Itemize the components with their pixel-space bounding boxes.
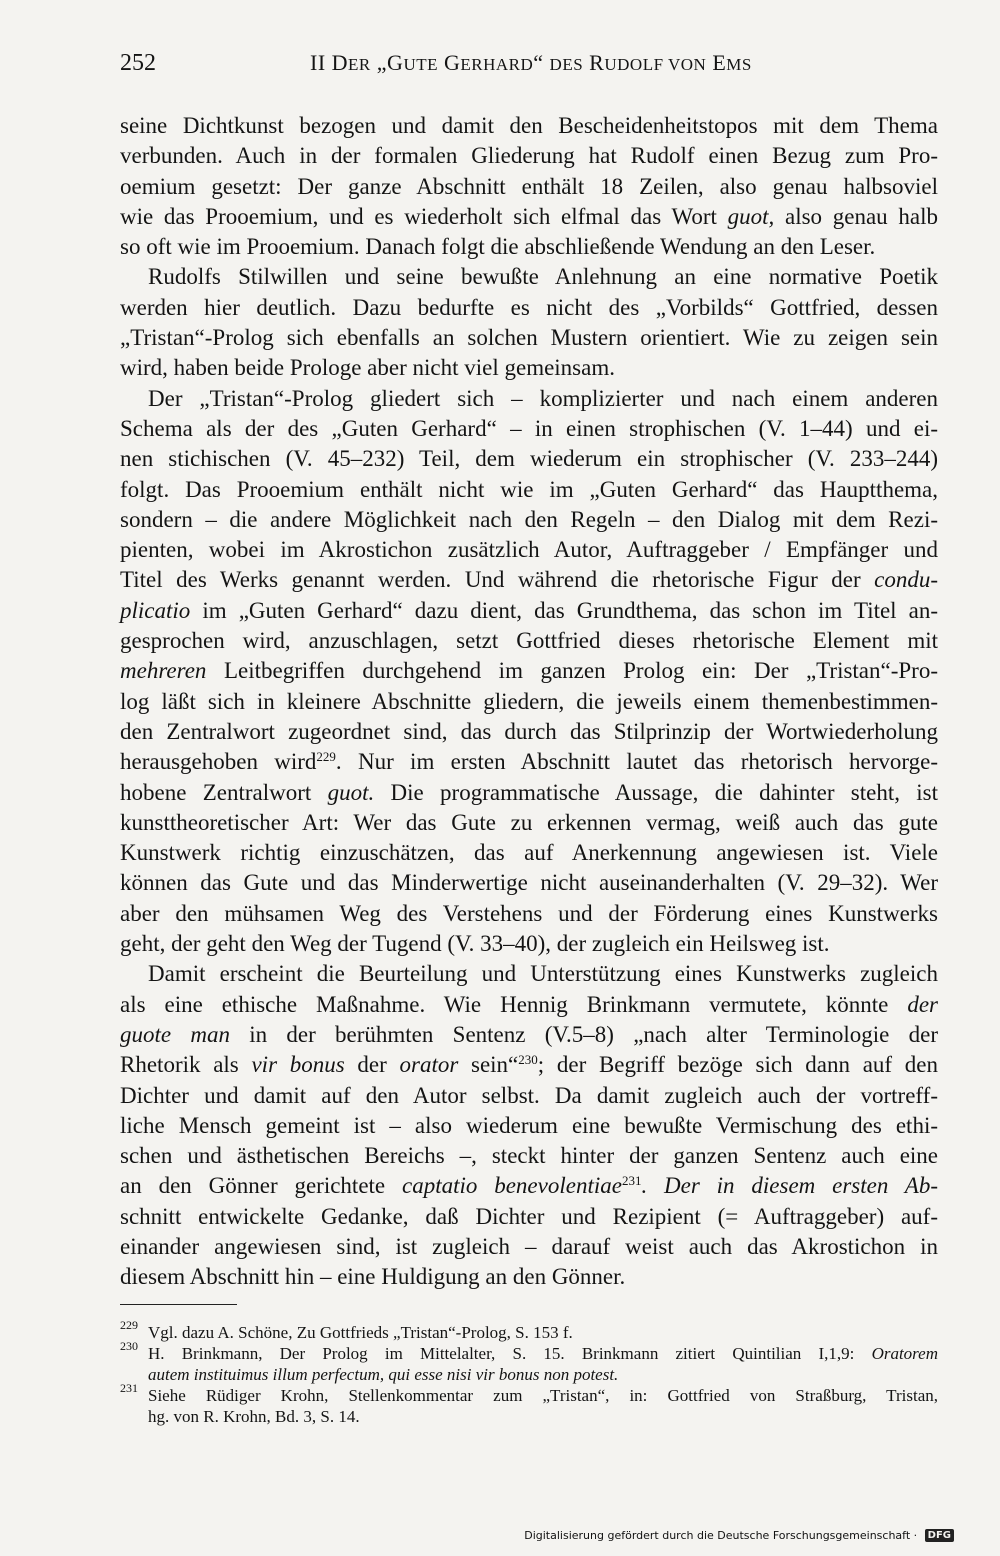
text-line: können das Gute und das Minderwertige nicht auseinanderhalten (V. 29–32). Wer — [120, 870, 938, 896]
text-line: einander angewiesen sind, ist zugleich – darauf weist auch das Akrostichon in — [120, 1233, 938, 1259]
text-line: Titel des Werks genannt werden. Und während die rhetorische Figur der condu- — [120, 567, 938, 593]
text-line: aber den mühsamen Weg des Verstehens und der Förderung eines Kunstwerks — [120, 900, 938, 926]
page-header — [120, 50, 938, 84]
text-line: an den Gönner gerichtete captatio benevolentiae$^{231}$. Der in diesem ersten Ab- — [120, 1173, 938, 1199]
text-line: den Zentralwort zugeordnet sind, das durch das Stilprinzip der Wortwiederholung — [120, 718, 938, 744]
text-line: „Tristan“-Prolog sich ebenfalls an solchen Mustern orientiert. Wie zu zeigen sein — [120, 325, 938, 351]
main-text — [120, 111, 938, 1293]
footnote-line: Siehe Rüdiger Krohn, Stellenkommentar zum „Tristan“, in: Gottfried von Straßburg, Tristan, — [148, 1386, 938, 1405]
text-line: sondern – die andere Möglichkeit nach den Regeln – den Dialog mit dem Rezi- — [120, 506, 938, 532]
text-line: wird, haben beide Prologe aber nicht viel gemeinsam. — [120, 355, 615, 381]
footnote — [120, 1339, 938, 1385]
footnote-line: hg. von R. Krohn, Bd. 3, S. 14. — [148, 1407, 360, 1426]
footnote-line: H. Brinkmann, Der Prolog im Mittelalter, S. 15. Brinkmann zitiert Quintilian I,1,9: Oratorem — [148, 1344, 938, 1363]
paragraph-1 — [120, 111, 938, 262]
text-line: schen und ästhetischen Bereichs –, steckt hinter der ganzen Sentenz auch eine — [120, 1143, 938, 1169]
text-line: wie das Prooemium, und es wiederholt sich elfmal das Wort guot, also genau halb — [120, 203, 938, 229]
text-line: gesprochen wird, anzuschlagen, setzt Gottfried dieses rhetorische Element mit — [120, 628, 938, 654]
text-line: guote man in der berühmten Sentenz (V.5–8) „nach alter Terminologie der — [120, 1021, 938, 1047]
footnote-line: Vgl. dazu A. Schöne, Zu Gottfrieds „Tristan“-Prolog, S. 153 f. — [148, 1323, 573, 1342]
text-line: folgt. Das Prooemium enthält nicht wie im „Guten Gerhard“ das Hauptthema, — [120, 476, 938, 502]
dfg-logo-icon: DFG — [925, 1529, 954, 1542]
page-number: 252 — [120, 50, 156, 76]
paragraph-3 — [120, 384, 938, 960]
text-line: verbunden. Auch in der formalen Gliederung hat Rudolf einen Bezug zum Pro- — [120, 143, 938, 169]
text-line: seine Dichtkunst bezogen und damit den Bescheidenheitstopos mit dem Thema — [120, 113, 938, 138]
text-line: Schema als der des „Guten Gerhard“ – in einen strophischen (V. 1–44) und ei- — [120, 415, 938, 441]
paragraph-4 — [120, 959, 938, 1292]
text-line: schnitt entwickelte Gedanke, daß Dichter und Rezipient (= Auftraggeber) auf- — [120, 1203, 938, 1229]
running-head: II DER „GUTE GERHARD“ DES RUDOLF VON EMS — [310, 50, 752, 75]
text-line: Damit erscheint die Beurteilung und Unterstützung eines Kunstwerks zugleich — [148, 961, 938, 987]
text-line: pienten, wobei im Akrostichon zusätzlich Autor, Auftraggeber / Empfänger und — [120, 537, 938, 563]
footnote-number: 230 — [120, 1339, 138, 1353]
text-line: Dichter und damit auf den Autor selbst. Da damit zugleich auch der vortreff- — [120, 1082, 938, 1108]
paragraph-2 — [120, 262, 938, 383]
footnote-line: autem instituimus illum perfectum, qui esse nisi vir bonus non potest. — [148, 1365, 619, 1384]
text-line: geht, der geht den Weg der Tugend (V. 33–40), der zugleich ein Heilsweg ist. — [120, 931, 830, 957]
footnote-number: 231 — [120, 1381, 138, 1395]
text-line: diesem Abschnitt hin – eine Huldigung an den Gönner. — [120, 1264, 626, 1290]
text-line: kunsttheoretischer Art: Wer das Gute zu erkennen vermag, weiß auch das gute — [120, 809, 938, 835]
text-line: liche Mensch gemeint ist – also wiederum eine bewußte Vermischung des ethi- — [120, 1112, 938, 1138]
digitization-credit: Digitalisierung gefördert durch die Deutsche Forschungsgemeinschaft · DFG — [524, 1529, 954, 1543]
text-line: als eine ethische Maßnahme. Wie Hennig Brinkmann vermutete, könnte der — [120, 991, 938, 1017]
text-line: hobene Zentralwort guot. Die programmatische Aussage, die dahinter steht, ist — [120, 779, 938, 805]
text-line: Rudolfs Stilwillen und seine bewußte Anlehnung an eine normative Poetik — [148, 264, 938, 290]
footnotes — [120, 1318, 938, 1427]
text-line: oemium gesetzt: Der ganze Abschnitt enthält 18 Zeilen, also genau halbsoviel — [120, 173, 938, 199]
footnote — [120, 1381, 938, 1427]
text-line: Rhetorik als vir bonus der orator sein“$^{230}$; der Begriff bezöge sich dann auf den — [120, 1052, 939, 1078]
text-line: log läßt sich in kleinere Abschnitte gliedern, die jeweils einem themenbestimmen- — [120, 688, 938, 714]
footnote — [120, 1318, 938, 1343]
footnote-number: 229 — [120, 1318, 138, 1332]
text-line: nen stichischen (V. 45–232) Teil, dem wiederum ein strophischer (V. 233–244) — [120, 446, 938, 472]
text-line: Kunstwerk richtig einzuschätzen, das auf Anerkennung angewiesen ist. Viele — [120, 840, 938, 866]
footnote-separator — [120, 1304, 237, 1305]
text-line: so oft wie im Prooemium. Danach folgt die abschließende Wendung an den Leser. — [120, 234, 876, 260]
text-line: Der „Tristan“-Prolog gliedert sich – komplizierter und nach einem anderen — [148, 385, 938, 411]
text-line: mehreren Leitbegriffen durchgehend im ganzen Prolog ein: Der „Tristan“-Pro- — [120, 658, 938, 684]
text-line: herausgehoben wird$^{229}$. Nur im ersten Abschnitt lautet das rhetorisch hervorge- — [120, 749, 938, 775]
text-line: plicatio im „Guten Gerhard“ dazu dient, das Grundthema, das schon im Titel an- — [120, 597, 938, 623]
text-line: werden hier deutlich. Dazu bedurfte es nicht des „Vorbilds“ Gottfried, dessen — [120, 294, 938, 320]
